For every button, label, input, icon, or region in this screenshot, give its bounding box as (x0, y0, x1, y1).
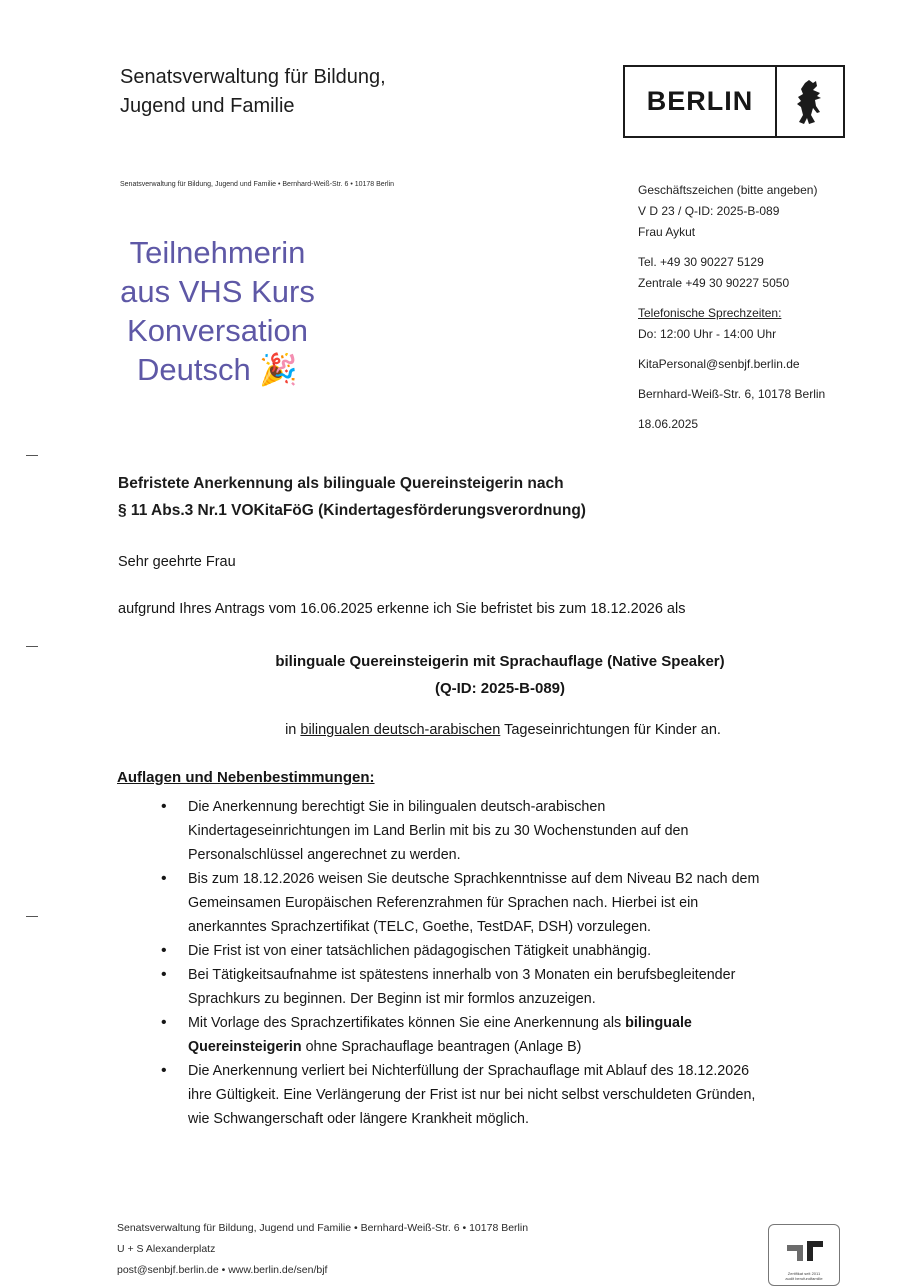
list-item (160, 1011, 765, 1059)
contact-sidebar (638, 180, 888, 435)
recipient-line-2: aus VHS Kurs (120, 274, 315, 309)
list-item: • Bis zum 18.12.2026 weisen Sie deutsche Sprachkenntnisse auf dem Niveau B2 nach dem Gemeinsamen Europäischen Referenzrahmen für Sprachen nach. Hierbei ist ein anerkanntes Sprachzertifikat (TELC, Goethe, TestDAF, DSH) vorzulegen. (160, 867, 765, 939)
recipient-line-3: Konversation (127, 313, 308, 348)
phone-number: Tel. +49 30 90227 5129 (638, 255, 764, 269)
footer-line-1: Senatsverwaltung für Bildung, Jugend und Familie • Bernhard-Weiß-Str. 6 • 10178 Berlin (117, 1222, 529, 1234)
subject-line-1: Befristete Anerkennung als bilinguale Quereinsteigerin nach (118, 475, 564, 492)
condition-5-bold: bilinguale Quereinsteigerin (188, 1015, 692, 1055)
letter-subject (118, 470, 586, 524)
certification-line-1: bilinguale Quereinsteigerin mit Sprachauflage (Native Speaker) (275, 653, 725, 670)
audit-certificate-icon (768, 1224, 840, 1286)
certificate-text (769, 1271, 839, 1281)
reference-value: V D 23 / Q-ID: 2025-B-089 (638, 204, 780, 218)
certification-line-2: (Q-ID: 2025-B-089) (434, 680, 566, 697)
salutation-text: Sehr geehrte Frau (118, 554, 236, 570)
list-item: • Die Frist ist von einer tatsächlichen pädagogischen Tätigkeit unabhängig. (160, 939, 765, 963)
central-number: Zentrale +49 30 90227 5050 (638, 276, 790, 290)
email-address: KitaPersonal@senbjf.berlin.de (638, 357, 800, 371)
berlin-logo (623, 65, 845, 138)
contact-name: Frau Aykut (638, 225, 696, 239)
conditions-heading: Auflagen und Nebenbestimmungen: (117, 769, 375, 786)
subject-line-2: § 11 Abs.3 Nr.1 VOKitaFöG (Kindertagesförderungsverordnung) (118, 502, 586, 519)
hours-label: Telefonische Sprechzeiten: (638, 306, 782, 320)
certificate-text-line-2: audit berufundfamilie (785, 1276, 823, 1281)
condition-5-pre: Mit Vorlage des Sprachzertifikates können Sie eine Anerkennung als (188, 1015, 622, 1031)
hours-block (638, 303, 888, 345)
list-item: • Die Anerkennung berechtigt Sie in bilingualen deutsch-arabischen Kindertageseinrichtungen im Land Berlin mit bis zu 30 Wochenstunden auf den Personalschlüssel angerechnet zu werden. (160, 795, 765, 867)
condition-5-post: ohne Sprachauflage beantragen (Anlage B) (305, 1039, 582, 1055)
field-prefix: in (285, 722, 297, 738)
recipient-annotation (95, 233, 340, 389)
department-line-1: Senatsverwaltung für Bildung, (120, 66, 386, 88)
footer-line-2: U + S Alexanderplatz (117, 1243, 216, 1255)
letter-footer (117, 1218, 528, 1281)
logo-text: BERLIN (646, 86, 754, 116)
list-item: • Die Anerkennung verliert bei Nichterfüllung der Sprachauflage mit Ablauf des 18.12.2026 ihre Gültigkeit. Eine Verlängerung der Frist ist nur bei nicht selbst verschuldeten Gründen, wie Schwangerschaft oder längere Krankheit möglich. (160, 1059, 765, 1131)
reference-label: Geschäftszeichen (bitte angeben) (638, 183, 818, 197)
field-of-work (118, 722, 888, 738)
berlin-bear-icon (777, 67, 843, 136)
sender-address-line: Senatsverwaltung für Bildung, Jugend und Familie • Bernhard-Weiß-Str. 6 • 10178 Berlin (120, 181, 395, 188)
fold-mark (26, 455, 38, 456)
certificate-text-line-1: Zertifikat seit 2011 (787, 1271, 821, 1276)
list-item: • Bei Tätigkeitsaufnahme ist spätestens innerhalb von 3 Monaten ein berufsbegleitender Sprachkurs zu beginnen. Der Beginn ist mir formlos anzuzeigen. (160, 963, 765, 1011)
salutation (118, 554, 292, 570)
party-popper-icon: 🎉 (259, 352, 298, 387)
field-suffix: Tageseinrichtungen für Kinder an. (504, 722, 721, 738)
phone-block (638, 252, 888, 294)
department-line-2: Jugend und Familie (120, 95, 295, 117)
recipient-line-4-text: Deutsch (137, 352, 251, 387)
recipient-line-4 (95, 350, 340, 389)
certification-title (230, 648, 770, 702)
reference-block (638, 180, 888, 243)
street-address: Bernhard-Weiß-Str. 6, 10178 Berlin (638, 387, 826, 401)
conditions-list (160, 795, 765, 1131)
hours-value: Do: 12:00 Uhr - 14:00 Uhr (638, 327, 777, 341)
letter-date: 18.06.2025 (638, 417, 699, 431)
field-underlined: bilingualen deutsch-arabischen (300, 722, 501, 738)
footer-line-3: post@senbjf.berlin.de • www.berlin.de/sen/bjf (117, 1264, 328, 1276)
fold-mark (26, 916, 38, 917)
punch-mark (26, 646, 38, 647)
recipient-line-1: Teilnehmerin (129, 235, 306, 270)
department-name (120, 63, 386, 121)
intro-paragraph: aufgrund Ihres Antrags vom 16.06.2025 erkenne ich Sie befristet bis zum 18.12.2026 als (118, 601, 686, 617)
